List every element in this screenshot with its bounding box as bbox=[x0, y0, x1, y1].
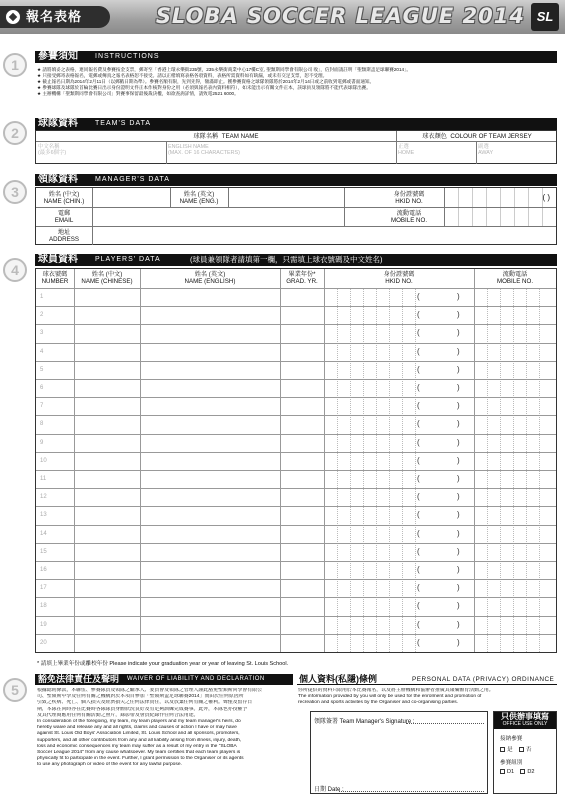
row-number: 6 bbox=[40, 385, 44, 391]
instruction-item: ★ 主辦機構「聖類斯同學會有限公司」對賽事保留最後裁決權，如欲查詢詳情，請致電2521 6000。 bbox=[37, 91, 239, 96]
manager-email-field[interactable] bbox=[93, 208, 343, 226]
table-row[interactable] bbox=[36, 525, 556, 543]
waiver-title-zh: 豁免法律責任及聲明 bbox=[38, 674, 120, 684]
hkid-paren-close: ) bbox=[457, 546, 460, 556]
accept-no-checkbox[interactable] bbox=[519, 747, 524, 752]
hkid-paren-close: ) bbox=[457, 419, 460, 429]
header-banner bbox=[0, 0, 565, 34]
row-number: 5 bbox=[40, 366, 44, 373]
table-row[interactable] bbox=[36, 415, 556, 433]
section-number-2: 2 bbox=[3, 121, 27, 145]
section-number-1: 1 bbox=[3, 53, 27, 77]
row-number: 7 bbox=[40, 403, 44, 410]
manager-mobile-field[interactable] bbox=[445, 208, 556, 226]
table-row[interactable] bbox=[36, 543, 556, 561]
hkid-paren-close: ) bbox=[457, 528, 460, 538]
table-row[interactable] bbox=[36, 561, 556, 579]
hkid-paren-open: ( bbox=[417, 546, 420, 556]
group-options: D1 D2 bbox=[500, 769, 535, 775]
row-number: 12 bbox=[40, 494, 47, 501]
hkid-paren-open: ( bbox=[417, 292, 420, 301]
hkid-paren-open: ( bbox=[417, 455, 420, 465]
col-mobile: 流動電話 MOBILE NO. bbox=[496, 271, 534, 285]
hkid-paren-open: ( bbox=[417, 619, 420, 629]
manager-address-field[interactable] bbox=[93, 227, 556, 245]
row-number: 17 bbox=[40, 585, 47, 592]
row-number: 8 bbox=[40, 421, 44, 428]
table-row[interactable] bbox=[36, 306, 556, 324]
section-note: (球員兼領隊者請填第一欄，只需填上球衣號碼及中文姓名) bbox=[190, 255, 383, 264]
table-row[interactable] bbox=[36, 452, 556, 470]
row-number: 14 bbox=[40, 530, 47, 537]
row-number: 1 bbox=[40, 294, 44, 300]
hkid-paren-open: ( bbox=[417, 565, 420, 574]
section-title-en: PLAYERS' DATA bbox=[95, 256, 161, 263]
privacy-title-en: PERSONAL DATA (PRIVACY) ORDINANCE bbox=[412, 676, 555, 683]
privacy-text: 你所提供的資料只限用於本比賽報名，以及將主辦機構和協辦者推廣其康樂體育活動之用。 The information provided by you will only be used for the enrolment and promotion of recreation and sports activites by the Organiser and co-organising parties. bbox=[298, 688, 494, 705]
privacy-title-bar bbox=[297, 674, 557, 685]
accept-yes-checkbox[interactable] bbox=[500, 747, 505, 752]
league-title: SLOBA SOCCER LEAGUE 2014 bbox=[155, 4, 525, 28]
waiver-text: 根據總則條款，本聯伍、參賽隊員及領隊之繼承人、委員會及領隊之管理人謹此豁免聖類斯同學會有限公 司、聖類斯中學及任何有關之機構對於本項目參加「聖類斯盃足球聯賽2014」而由於任何原因所 引致之疾病、死亡、個人損失及經濟損失之任何法律責任，以及放棄任何有關之權利。聲僅及留存日 期，本隊在同時亦在比賽時各隊隊員身體狀況良好及有足夠訓練完成賽事。此外，本隊也亦授權予 及其代理商應用任何有關活動之照片，錄影帶及會員紀錄作任何合法用途。 In consideration of the foregoing, my team, my team players and my team manager's heirs, do hereby waive and release any and all rights, claims and causes of action I have or may have against St. Louis Old Boys' Association Limited, St. Louis School and all sponsors, promoters, supporters, and all other contributors from any and all liability arising from illness, injury, death, loss and economic consequences my team may suffer as a result of my entry in the "SLOBA Soccer League 2014" from any cause whatsoever. My team certifies that each team players is physically fit to participate in the event. Further, I grant permission to the Organiser or its agents to use any photograph or video of the event for any lawful purpose. bbox=[37, 688, 262, 768]
row-number: 19 bbox=[40, 621, 47, 628]
hkid-paren-open: ( bbox=[417, 510, 420, 520]
hkid-paren-open: ( bbox=[417, 474, 420, 483]
row-number: 11 bbox=[40, 476, 47, 482]
hkid-paren-close: ) bbox=[457, 474, 460, 483]
manager-email-label: 電郵 EMAIL bbox=[54, 210, 74, 224]
hkid-paren-close: ) bbox=[457, 292, 460, 301]
league-logo: SL bbox=[531, 3, 559, 31]
accept-options: 是 否 bbox=[500, 745, 531, 753]
form-title: 報名表格 bbox=[26, 9, 83, 24]
players-table bbox=[35, 268, 557, 653]
table-row[interactable] bbox=[36, 470, 556, 488]
row-number: 10 bbox=[40, 457, 47, 464]
instruction-item: ★ 只接受郵寄表格報名，電郵或傳真之報名表格恕不接受。請以正楷填寫表格各項資料，表格所需資料如有缺漏，或未有交足支票，恕不受理。 bbox=[37, 73, 328, 78]
row-number: 16 bbox=[40, 567, 47, 573]
hkid-paren-close: ) bbox=[457, 601, 460, 611]
table-row[interactable] bbox=[36, 397, 556, 415]
manager-data-frame bbox=[35, 187, 557, 245]
manager-name-chin-label: 姓名 (中文) NAME (CHIN.) bbox=[43, 191, 85, 205]
table-row[interactable] bbox=[36, 434, 556, 452]
english-name-field[interactable]: ENGLISH NAME (MAX. OF 16 CHARACTERS) bbox=[168, 144, 240, 156]
hkid-paren-open: ( bbox=[417, 364, 420, 374]
section-bar-instructions bbox=[35, 51, 557, 63]
signature-box bbox=[310, 711, 488, 794]
section-number-3: 3 bbox=[3, 180, 27, 204]
hkid-paren-open: ( bbox=[417, 328, 420, 338]
hkid-paren-close: ) bbox=[457, 565, 460, 574]
hkid-paren-open: ( bbox=[417, 492, 420, 502]
section-title-zh: 球員資料 bbox=[38, 254, 78, 265]
date-field[interactable] bbox=[339, 791, 484, 792]
hkid-paren-close: ) bbox=[457, 364, 460, 374]
section-title-zh: 領隊資料 bbox=[38, 174, 78, 185]
hkid-paren-close: ) bbox=[457, 328, 460, 338]
group-d2-checkbox[interactable] bbox=[520, 769, 525, 774]
privacy-title-zh: 個人資料(私隱)條例 bbox=[299, 674, 377, 684]
waiver-title-en: WAIVER OF LIABILITY AND DECLARATION bbox=[127, 676, 265, 682]
row-number: 3 bbox=[40, 330, 44, 337]
hkid-paren-open: ( bbox=[417, 346, 420, 356]
hkid-paren-close: ) bbox=[457, 510, 460, 520]
hkid-paren-open: ( bbox=[417, 601, 420, 611]
manager-address-label: 地址 ADDRESS bbox=[49, 229, 79, 243]
manager-hkid-field[interactable]: ( ) bbox=[445, 188, 556, 207]
table-row[interactable] bbox=[36, 361, 556, 379]
hkid-paren-close: ) bbox=[457, 455, 460, 465]
hkid-paren-open: ( bbox=[417, 383, 420, 392]
group-d1-checkbox[interactable] bbox=[500, 769, 505, 774]
row-number: 20 bbox=[40, 639, 47, 646]
row-number: 13 bbox=[40, 512, 47, 519]
hkid-paren-open: ( bbox=[417, 528, 420, 538]
away-colour-field[interactable]: 副選 AWAY bbox=[478, 144, 494, 156]
home-colour-field[interactable]: 正選 HOME bbox=[398, 144, 415, 156]
instruction-item: ★ 請將填妥之表格，連同報名費及參賽按金支票，郵寄至「香港上環永樂街235號，235永樂街商業中心17樓C室, 聖類斯同學會有限公司 收」，信封面請註明「聖類斯盃足球聯賽2014」。 bbox=[37, 67, 411, 72]
hkid-paren-open: ( bbox=[417, 419, 420, 429]
team-name-label: 球隊名稱 TEAM NAME bbox=[193, 133, 259, 140]
hkid-paren-close: ) bbox=[457, 310, 460, 320]
hkid-paren-open: ( bbox=[417, 401, 420, 411]
signature-label: 領隊簽署 Team Manager's Signature : bbox=[314, 719, 415, 725]
manager-name-chin-field[interactable] bbox=[93, 188, 169, 207]
manager-mobile-label: 流動電話 MOBILE NO. bbox=[390, 210, 428, 224]
hkid-paren-close: ) bbox=[457, 583, 460, 593]
instruction-item: ★ 參賽球隊及球隊於首輪比賽日出示身份證明文件正本作核對身份之用（必須與報名表內資料相符），如未能出示有關文件正本，該球員及領隊將不能代表球隊出賽。 bbox=[37, 85, 371, 90]
accept-label: 接納參賽 bbox=[500, 736, 523, 742]
date-label: 日期 Date : bbox=[314, 787, 344, 793]
table-row[interactable] bbox=[36, 379, 556, 397]
manager-hkid-label: 身份證號碼 HKID NO. bbox=[393, 191, 425, 205]
team-data-frame bbox=[35, 130, 557, 164]
row-number: 9 bbox=[40, 439, 44, 446]
section-title-zh: 球隊資料 bbox=[38, 118, 78, 129]
section-number-5: 5 bbox=[3, 678, 27, 702]
manager-name-eng-field[interactable] bbox=[229, 188, 344, 207]
soccer-ball-icon bbox=[5, 9, 21, 25]
row-number: 15 bbox=[40, 548, 47, 555]
instructions-list bbox=[37, 67, 555, 97]
section-bar-players bbox=[35, 254, 557, 266]
hkid-paren-close: ) bbox=[457, 619, 460, 629]
signature-field[interactable] bbox=[406, 723, 484, 724]
section-bar-manager bbox=[35, 174, 557, 186]
section-number-4: 4 bbox=[3, 258, 27, 282]
instruction-item: ★ 截止報名日期為2014年2月11日（以郵戳日期為準）。參賽名額有限，先到先得，額滿即止。獲參賽資格之球隊領隊將於2014年2月14日或之前收到電郵或書面通知。 bbox=[37, 79, 375, 84]
table-row[interactable] bbox=[36, 343, 556, 361]
hkid-paren-close: ) bbox=[457, 637, 460, 647]
row-number: 18 bbox=[40, 603, 47, 610]
hkid-paren-close: ) bbox=[457, 383, 460, 392]
table-row[interactable] bbox=[36, 288, 556, 306]
hkid-paren-open: ( bbox=[417, 310, 420, 320]
table-row[interactable] bbox=[36, 597, 556, 615]
group-label: 參賽組別 bbox=[500, 760, 523, 766]
table-row[interactable] bbox=[36, 506, 556, 524]
section-title-en: TEAM'S DATA bbox=[95, 120, 152, 127]
manager-name-eng-label: 姓名 (英文) NAME (ENG.) bbox=[179, 191, 219, 205]
col-name-chinese: 姓名 (中文) NAME (CHINESE) bbox=[81, 271, 133, 285]
hkid-paren-close: ) bbox=[457, 437, 460, 447]
table-row[interactable] bbox=[36, 579, 556, 597]
table-row[interactable] bbox=[36, 324, 556, 342]
section-bar-team bbox=[35, 118, 557, 130]
section-title-zh: 參賽須知 bbox=[38, 51, 78, 62]
col-name-english: 姓名 (英文) NAME (ENGLISH) bbox=[184, 271, 236, 285]
team-colour-label: 球衣顏色 COLOUR OF TEAM JERSEY bbox=[422, 133, 532, 140]
hkid-paren-open: ( bbox=[417, 637, 420, 647]
hkid-paren-close: ) bbox=[457, 401, 460, 411]
waiver-title-bar bbox=[35, 674, 293, 685]
table-row[interactable] bbox=[36, 616, 556, 634]
hkid-paren-open: ( bbox=[417, 583, 420, 593]
col-grad-year: 畢業年份* GRAD. YR. bbox=[286, 271, 318, 285]
section-title-en: MANAGER'S DATA bbox=[95, 176, 170, 183]
hkid-paren-close: ) bbox=[457, 492, 460, 502]
section-title-en: INSTRUCTIONS bbox=[95, 53, 160, 60]
office-use-header: 只供辦事填寫 OFFICE USE ONLY bbox=[494, 712, 556, 729]
chinese-name-field[interactable]: 中文名稱 (最多6個字) bbox=[38, 144, 67, 156]
table-row[interactable] bbox=[36, 488, 556, 506]
office-use-box bbox=[493, 711, 557, 794]
col-number: 球衣號碼 NUMBER bbox=[41, 271, 69, 285]
table-row[interactable] bbox=[36, 634, 556, 652]
hkid-paren-close: ) bbox=[457, 346, 460, 356]
row-number: 2 bbox=[40, 312, 44, 319]
hkid-paren-open: ( bbox=[417, 437, 420, 447]
footnote: * 請填上畢業年份或離校年份 Please indicate your graduation year or year of leaving St. Louis School. bbox=[37, 661, 289, 667]
col-hkid: 身份證號碼 HKID NO. bbox=[383, 271, 415, 285]
row-number: 4 bbox=[40, 348, 44, 355]
